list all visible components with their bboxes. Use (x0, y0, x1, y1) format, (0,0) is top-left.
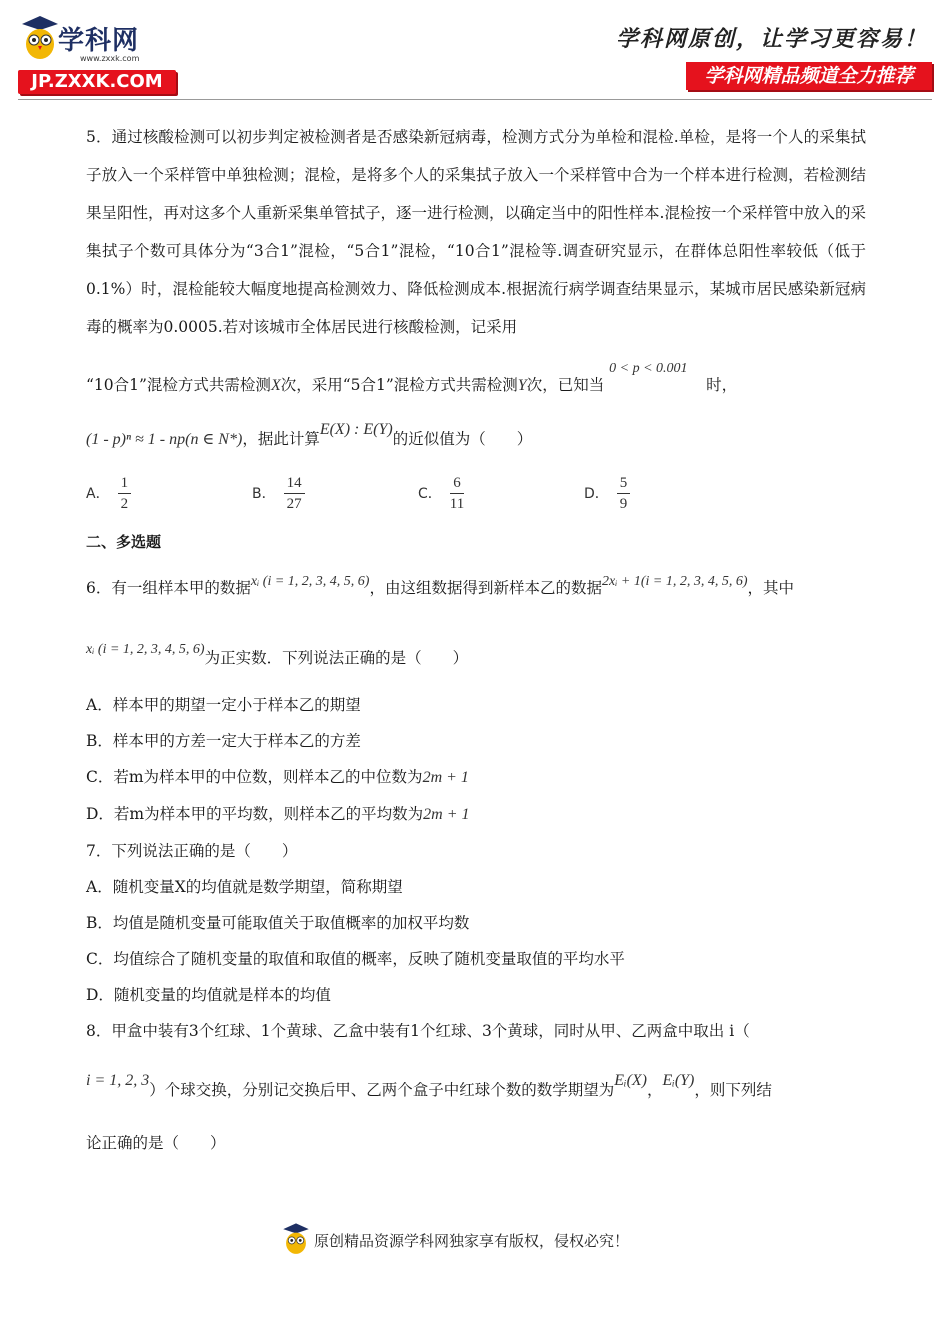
header-divider (18, 99, 932, 100)
q5-text: 时， (706, 376, 738, 394)
q5-line2 (86, 356, 866, 404)
q8-text: ， (647, 1081, 663, 1099)
site-logo (18, 14, 188, 98)
q5-text: 的近似值为（ ） (392, 430, 533, 448)
q5-var-x: X (270, 377, 281, 394)
option-label: D． (584, 486, 609, 502)
q6-option-c[interactable] (86, 759, 866, 796)
q5-text: ，据此计算 (242, 430, 320, 448)
q6-option-b[interactable]: B．样本甲的方差一定大于样本乙的方差 (86, 732, 361, 750)
option-fraction: $\frac{1}{2}$ (118, 473, 132, 514)
option-fraction: $\frac{14}{27}$ (284, 473, 305, 514)
q6-stem-line2 (86, 639, 866, 679)
q5-approx-formula: (1 - p)ⁿ ≈ 1 - np(n ∈ N*) (86, 431, 243, 448)
q8-stem-line2 (86, 1071, 866, 1110)
q7-option-a[interactable]: A．随机变量X的均值就是数学期望，简称期望 (86, 878, 403, 896)
q7-option-b[interactable]: B．均值是随机变量可能取值关于取值概率的加权平均数 (86, 914, 470, 932)
q7-option-d[interactable]: D．随机变量的均值就是样本的均值 (86, 986, 331, 1004)
q8-ex: Eᵢ(X) (614, 1072, 647, 1089)
q6-option-c-text: C．若m为样本甲的中位数，则样本乙的中位数为 (86, 768, 423, 786)
q5-ratio-formula: E(X) : E(Y) (319, 421, 393, 438)
q6-text: 6．有一组样本甲的数据 (86, 579, 251, 597)
option-label: C． (418, 486, 442, 502)
q5-option-c[interactable] (418, 473, 584, 514)
owl-mascot-icon (18, 14, 62, 62)
q6-option-d-math: 2m + 1 (423, 806, 470, 823)
header-slogan-badge: 学科网精品频道全力推荐 (686, 62, 932, 90)
page-footer (280, 1218, 680, 1258)
q5-text: 次，已知当 (526, 376, 605, 394)
q8-text: ）个球交换，分别记交换后甲、乙两个盒子中红球个数的数学期望为 (149, 1081, 615, 1099)
q7-stem: 7．下列说法正确的是（ ） (86, 842, 298, 860)
option-fraction: $\frac{6}{11}$ (449, 474, 465, 512)
q6-option-a[interactable]: A．样本甲的期望一定小于样本乙的期望 (86, 696, 361, 714)
q5-stem: 5．通过核酸检测可以初步判定被检测者是否感染新冠病毒，检测方式分为单检和混检.单检，是将一个人的采集拭子放入一个采样管中单独检测；混检，是将多个人的采集拭子放入一个采样管中合为一个样本进行检测，若检测结果呈阳性，再对这多个人重新采集单管拭子，逐一进行检测，以确定当中的阳性样本.混检按一个采样管中放入的采集拭子个数可具体分为“3合1”混检，“5合1”混检，“10合1”混检等.调查研究显示，在群体总阳性率较低（低于0.1%）时，混检能较大幅度地提高检测效力、降低检测成本.根据流行病学调查结果显示，某城市居民感染新冠病毒的概率为0.0005.若对该城市全体居民进行核酸检测，记采用 (86, 128, 866, 336)
q8-i-set: i = 1, 2, 3 (86, 1072, 150, 1089)
q5-line3 (86, 420, 866, 459)
q6-text: 为正实数．下列说法正确的是（ ） (204, 649, 469, 667)
logo-url: www.zxxk.com (80, 54, 140, 63)
q6-text: ，由这组数据得到新样本乙的数据 (369, 579, 602, 597)
q5-option-d[interactable] (584, 473, 750, 514)
q6-sample-b: 2xᵢ + 1(i = 1, 2, 3, 4, 5, 6) (601, 574, 748, 589)
document-body (86, 118, 866, 1162)
q8-stem-line1: 8．甲盒中装有3个红球、1个黄球、乙盒中装有1个红球、3个黄球，同时从甲、乙两盒中取出 i（ (86, 1022, 750, 1040)
option-label: B． (252, 486, 276, 502)
logo-badge: JP.ZXXK.COM (18, 70, 176, 94)
q6-text: ，其中 (747, 579, 795, 597)
header-slogan: 学科网原创，让学习更容易！ (615, 26, 928, 52)
q5-text: 次，采用“5合1”混检方式共需检测 (280, 376, 518, 394)
q5-option-b[interactable] (252, 473, 418, 514)
q6-option-d[interactable] (86, 796, 866, 833)
q5-options (86, 471, 866, 515)
q5-var-y: Y (517, 377, 527, 394)
q6-option-d-text: D．若m为样本甲的平均数，则样本乙的平均数为 (86, 805, 424, 823)
q6-sample-a-again: xᵢ (i = 1, 2, 3, 4, 5, 6) (86, 642, 205, 657)
q8-stem-line3: 论正确的是（ ） (86, 1134, 226, 1152)
option-label: A． (86, 486, 110, 502)
q6-stem-line1 (86, 569, 866, 609)
q6-option-c-math: 2m + 1 (422, 769, 469, 786)
q8-ey: Eᵢ(Y) (662, 1072, 695, 1089)
footer-copyright: 原创精品资源学科网独家享有版权，侵权必究！ (314, 1232, 630, 1250)
q5-condition: 0 < p < 0.001 (609, 361, 688, 376)
q5-option-a[interactable] (86, 473, 252, 514)
q8-text: ，则下列结 (694, 1081, 772, 1099)
section-title-multi-choice: 二、多选题 (86, 533, 162, 551)
option-fraction: $\frac{5}{9}$ (617, 473, 631, 514)
q5-text: “10合1”混检方式共需检测 (86, 376, 271, 394)
logo-title: 学科网 (58, 26, 140, 56)
q6-sample-a: xᵢ (i = 1, 2, 3, 4, 5, 6) (250, 574, 370, 589)
q7-option-c[interactable]: C．均值综合了随机变量的取值和取值的概率，反映了随机变量取值的平均水平 (86, 950, 625, 968)
owl-mascot-icon (280, 1222, 312, 1256)
